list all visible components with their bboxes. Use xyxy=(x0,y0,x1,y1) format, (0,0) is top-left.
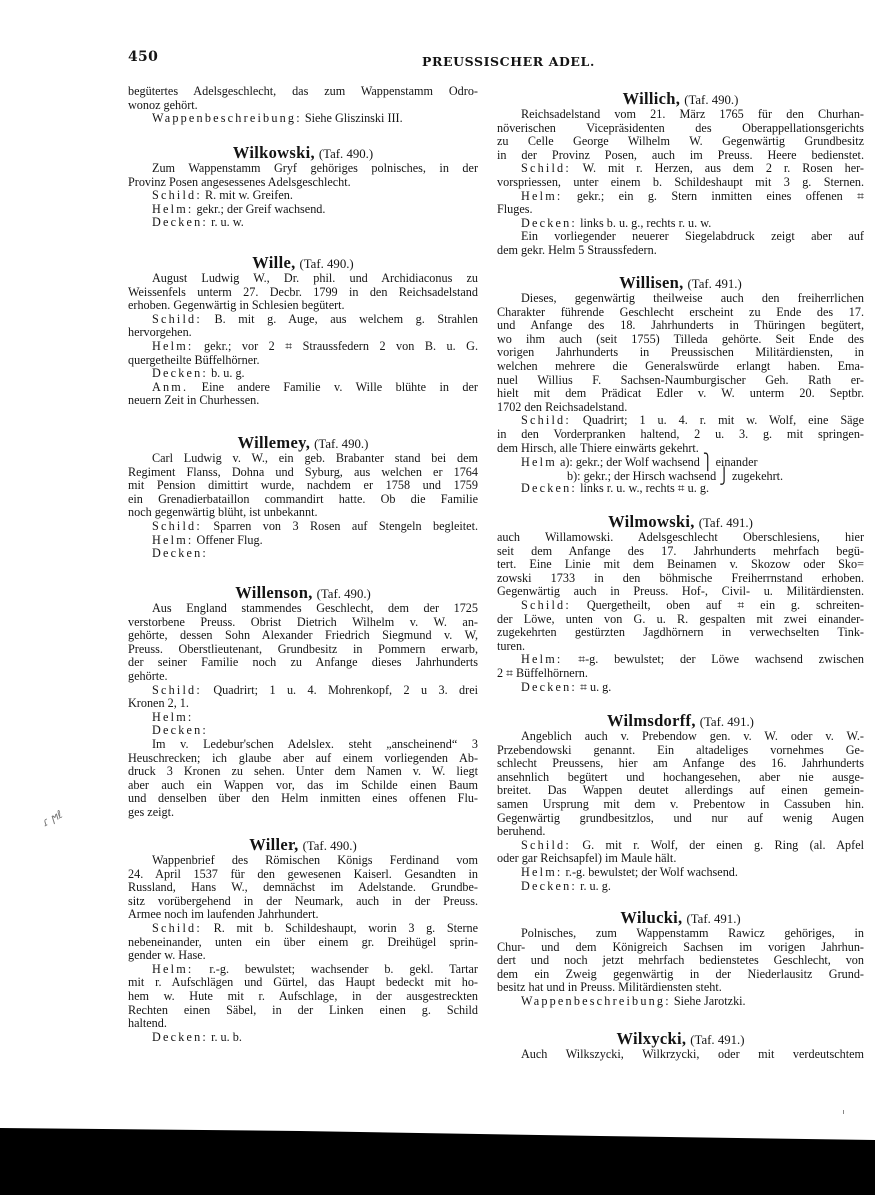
field-value: Siehe Jarotzki. xyxy=(673,993,746,1008)
entry-name: Wilucki, xyxy=(620,908,683,927)
field-value: r. u. w. xyxy=(211,215,244,230)
entry-name: Willisen, xyxy=(619,273,684,292)
text-line: der seiner Familie noch zu Anfange dieses Jahrhunderts xyxy=(128,655,478,670)
text-line: gender w. Hase. xyxy=(128,948,206,963)
field-value: R. mit b. Schildeshaupt, worin 3 g. Sterne xyxy=(213,920,479,935)
text-line: ein Grenadierbataillon commandirt hatte. Ob die Familie xyxy=(128,491,478,506)
taf-reference: (Taf. 491.) xyxy=(690,1033,745,1047)
text-line: in den Vorderpranken haltend, 2 u. 3. g. mit springen- xyxy=(497,426,864,441)
field-value: zugekehrt. xyxy=(732,468,784,483)
scan-border-band xyxy=(0,1143,875,1195)
entry-heading xyxy=(497,712,864,730)
entry-name: Wille, xyxy=(252,253,296,272)
taf-reference: (Taf. 490.) xyxy=(302,839,357,853)
field-label-decken: Decken: xyxy=(152,1029,209,1044)
field-value: ⌗ u. g. xyxy=(580,679,612,694)
text-line: vorigen Jahrhunderts in Preussischen Militärdiensten, in xyxy=(497,345,864,360)
field-label-decken: Decken: xyxy=(152,215,209,230)
entry-willich xyxy=(497,90,864,258)
text-line: erhoben. Gegenwärtig in Schlesien begütert. xyxy=(128,298,345,313)
text-line: Armee noch im laufenden Jahrhundert. xyxy=(128,907,319,922)
text-line: ges zeigt. xyxy=(128,804,175,819)
field-label-decken: Decken: xyxy=(152,366,209,381)
text-line: Gegenwärtig auch in Preuss. Hof-, Civil- u. Militärdiensten. xyxy=(497,584,864,599)
text-line: Chur- und dem Königreich Sachsen im vorigen Jahrhun- xyxy=(497,939,864,954)
entry-heading xyxy=(128,144,478,162)
text-line: vorspriessen, unter einem b. Schildeshaupt mit 3 g. Sternen. xyxy=(497,174,864,189)
field-label-helm: Helm: xyxy=(521,652,563,667)
text-line: Ein vorliegender neuerer Siegelabdruck zeigt aber auf xyxy=(521,229,864,244)
field-value: b): gekr.; der Hirsch wachsend xyxy=(567,468,717,483)
field-label-helm: Helm: xyxy=(152,961,194,976)
entry-willisen xyxy=(497,274,864,496)
running-head: PREUSSISCHER ADEL. xyxy=(422,54,595,69)
field-value: Offener Flug. xyxy=(196,532,263,547)
text-line: Regiment Flanss, Dohna und Syburg, aus welchen er 1764 xyxy=(128,464,478,479)
entry-name: Wilmowski, xyxy=(608,512,695,531)
text-line: und denselben über den Helm inmitten eines offenen Flu- xyxy=(128,791,478,806)
text-line: Reichsadelstand vom 21. März 1765 für den Churhan- xyxy=(521,107,864,121)
field-label-helm: Helm: xyxy=(152,709,194,724)
text-line: wo ihm auch (seit 1755) Tilleda gehörte. Seit Ende des xyxy=(497,331,864,346)
text-line: Gegenwärtig grundbesitzlos, und nur auf wenig Augen xyxy=(497,810,864,825)
field-value: ⌗-g. bewulstet; der Löwe wachsend zwischen xyxy=(578,652,864,667)
field-value: Eine andere Familie v. Wille blühte in der xyxy=(201,379,478,394)
text-line: Angeblich auch v. Prebendow gen. v. W. oder v. W.- xyxy=(521,729,864,743)
field-label-wappen: Wappenbeschreibung: xyxy=(521,993,671,1008)
field-label-schild: Schild: xyxy=(521,413,571,428)
field-label-schild: Schild: xyxy=(521,597,571,612)
field-value: links b. u. g., rechts r. u. w. xyxy=(580,215,712,230)
field-label-schild: Schild: xyxy=(152,920,202,935)
field-label-schild: Schild: xyxy=(521,161,571,176)
entry-name: Wilmsdorff, xyxy=(607,711,696,730)
text-line: 1702 den Reichsadelstand. xyxy=(497,399,628,414)
field-value: gekr.; ein g. Stern inmitten eines offenen ⌗ xyxy=(576,188,864,203)
field-value: G. mit r. Wolf, der einen g. Ring (al. Apfel xyxy=(582,837,864,852)
field-value: r.-g. bewulstet; wachsender b. gekl. Tartar xyxy=(209,961,478,976)
text-line: der Löwe, unten von G. u. R. gespalten mit zwei einander- xyxy=(497,611,864,626)
text-line: Rechten einen Säbel, in der Linken einen g. Schild xyxy=(128,1002,478,1017)
taf-reference: (Taf. 491.) xyxy=(686,912,741,926)
text-line: 24. April 1537 für den gewesenen Kaiserl. Gesandten in xyxy=(128,866,478,881)
entry-wilmsdorff xyxy=(497,712,864,893)
text-line: aber auch ein Wappen vor, das im Schilde einen Baum xyxy=(128,777,478,792)
text-line: zu Celle George Wilhelm W. Gegenwärtig Grundbesitz xyxy=(497,134,864,149)
entry-name: Wilxycki, xyxy=(616,1029,687,1048)
continuation-paragraph xyxy=(128,85,478,126)
text-line: hervorgehen. xyxy=(128,325,192,340)
field-value: Sparren von 3 Rosen auf Stengeln begleitet. xyxy=(213,518,479,533)
text-line: quergetheilte Büffelhörner. xyxy=(128,352,260,367)
field-label-schild: Schild: xyxy=(152,311,202,326)
taf-reference: (Taf. 490.) xyxy=(316,587,371,601)
entry-wilmowski xyxy=(497,513,864,694)
field-value: a): gekr.; der Wolf wachsend xyxy=(559,455,700,470)
field-value: r.-g. bewulstet; der Wolf wachsend. xyxy=(565,864,738,879)
entry-name: Willenson, xyxy=(235,583,313,602)
text-line: seit dem Anfange des 17. Jahrhunderts mehrfach begü- xyxy=(497,543,864,558)
field-label-anm: Anm. xyxy=(152,379,189,394)
field-label-schild: Schild: xyxy=(152,682,202,697)
taf-reference: (Taf. 491.) xyxy=(698,516,753,530)
entry-heading xyxy=(497,909,864,927)
text-line: verstorbene Preuss. Obrist Dietrich Wilhelm v. W. an- xyxy=(128,614,478,629)
text-line: zugekehrten gestürzten Jagdhörnern in verwechselten Tink- xyxy=(497,625,864,640)
text-line: dem Hirsch, alle Thiere einwärts gekehrt. xyxy=(497,440,699,455)
field-value: Quadrirt; 1 u. 4. r. mit w. Wolf, eine Säge xyxy=(582,413,865,428)
text-line: begütertes Adelsgeschlecht, das zum Wappenstamm Odro- xyxy=(128,84,478,98)
text-line: welchen mehrere die Generalswürde erlangt haben. Ema- xyxy=(497,358,864,373)
text-line: gehörte. xyxy=(128,668,168,683)
field-label-helm: Helm: xyxy=(152,338,194,353)
page-number: 450 xyxy=(128,49,159,65)
text-line: Heuschrecken; ich glaube aber auf einem vorliegenden Ab- xyxy=(128,750,478,765)
text-line: turen. xyxy=(497,638,526,653)
entry-heading xyxy=(128,584,478,602)
text-line: Fluges. xyxy=(497,202,533,217)
text-line: Auch Wilkszycki, Wilkrzycki, oder mit verdeutschtem xyxy=(521,1047,864,1061)
entry-name: Willich, xyxy=(622,89,681,108)
text-line: 2 ⌗ Büffelhörnern. xyxy=(497,665,588,680)
entry-willer xyxy=(128,836,478,1044)
text-line: dem gekr. Helm 5 Straussfedern. xyxy=(497,242,657,257)
text-line: Dieses, gegenwärtig theilweise auch den freiherrlichen xyxy=(521,291,864,305)
text-line: noch gegenwärtig blüht, ist unbekannt. xyxy=(128,505,318,520)
text-line: ansehnlich begütert und hochangesehen, aber nie ausge- xyxy=(497,769,864,784)
field-label-decken: Decken: xyxy=(521,878,578,893)
entry-name: Willemey, xyxy=(237,433,311,452)
field-value: r. u. g. xyxy=(580,878,611,893)
field-value: gekr.; vor 2 ⌗ Straussfedern 2 von B. u. G. xyxy=(203,338,479,353)
text-line: in der Provinz Posen, auch im Preuss. Heere bedienstet. xyxy=(497,147,864,162)
text-line: hem w. Hute mit r. Aufschlage, in der ausgestreckten xyxy=(128,988,478,1003)
brace-bottom-icon: ⎭ xyxy=(719,466,729,485)
text-line: tert. Eine Linie mit dem Beinamen v. Skozow oder Sko= xyxy=(497,557,864,572)
text-line: Provinz Posen angesessenes Adelsgeschlecht. xyxy=(128,174,351,189)
field-value: Quergetheilt, oben auf ⌗ ein g. schreiten- xyxy=(586,597,864,612)
taf-reference: (Taf. 490.) xyxy=(318,147,374,161)
text-line: und Anfange des 18. Jahrhunderts in Thüringen begütert, xyxy=(497,318,864,333)
entry-name: Willer, xyxy=(249,835,299,854)
text-line: beruhend. xyxy=(497,824,546,839)
text-line: Russland, Hans W., demnächst im Adelstande. Grundbe- xyxy=(128,880,478,895)
scan-border-edge xyxy=(0,1124,875,1144)
text-line: Aus England stammendes Geschlecht, dem der 1725 xyxy=(152,601,478,615)
text-line: nuel Willius F. Sachsen-Naumburgischer Geh. Rath er- xyxy=(497,372,864,387)
text-line: oder gar Reichsapfel) im Maule hält. xyxy=(497,851,677,866)
field-value: gekr.; der Greif wachsend. xyxy=(196,201,326,216)
text-line: gehörte, dessen Sohn Alexander Friedrich Siegmund v. W, xyxy=(128,628,478,643)
text-line: dem ein Zweig gegenwärtig in der Niederlausitz Grund- xyxy=(497,966,864,981)
text-line: sitz vorübergehend in der Neumark, auch in der Preuss. xyxy=(128,893,478,908)
field-label-decken: Decken: xyxy=(152,723,209,738)
field-label-schild: Schild: xyxy=(521,837,571,852)
entry-heading xyxy=(497,90,864,108)
entry-wilkowski xyxy=(128,144,478,230)
field-value: r. u. b. xyxy=(211,1029,242,1044)
entry-willenson xyxy=(128,584,478,820)
text-line: zowski 1733 in den böhmische Freiherrnstand erhoben. xyxy=(497,570,864,585)
entry-wilxycki xyxy=(497,1030,864,1062)
entry-wilucki xyxy=(497,909,864,1009)
taf-reference: (Taf. 490.) xyxy=(299,257,354,271)
text-line: neuern Zeit in Churhessen. xyxy=(128,393,260,408)
entry-heading xyxy=(497,274,864,292)
field-value: einander xyxy=(715,455,758,470)
text-line: dert und noch jetzt mehrfach bedienstetes Geschlecht, von xyxy=(497,953,864,968)
text-line: haltend. xyxy=(128,1016,167,1031)
field-value: Quadrirt; 1 u. 4. Mohrenkopf, 2 u 3. drei xyxy=(213,682,478,697)
text-line: schlecht Preussens, hier am Anfange des 16. Jahrhunderts xyxy=(497,756,864,771)
field-label-helm: Helm: xyxy=(521,864,563,879)
field-value: R. mit w. Greifen. xyxy=(204,188,293,203)
field-label-decken: Decken: xyxy=(152,546,209,561)
entry-name: Wilkowski, xyxy=(232,143,315,162)
field-label-helm: Helm: xyxy=(152,201,194,216)
field-label-helm: Helm xyxy=(521,455,557,470)
text-line: Wappenbrief des Römischen Königs Ferdinand vom xyxy=(152,853,478,867)
text-line: Carl Ludwig v. W., ein geb. Brabanter stand bei dem xyxy=(152,451,478,465)
entry-heading xyxy=(497,513,864,531)
field-label-schild: Schild: xyxy=(152,188,202,203)
handwritten-marginalia: ɾ ϻℓ xyxy=(40,807,65,830)
brace-top-icon: ⎫ xyxy=(702,452,713,471)
field-label-helm: Helm: xyxy=(521,188,563,203)
field-value: W. mit r. Herzen, aus dem 2 r. Rosen her- xyxy=(582,161,864,176)
field-value: Siehe Gliszinski III. xyxy=(304,111,403,126)
field-value: B. mit g. Auge, aus welchem g. Strahlen xyxy=(214,311,478,326)
field-label-decken: Decken: xyxy=(521,481,578,496)
text-line: Preuss. Oberstlieutenant, Grundbesitz in Pommern erwarb, xyxy=(128,641,478,656)
field-label-schild: Schild: xyxy=(152,518,202,533)
field-label-decken: Decken: xyxy=(521,215,578,230)
entry-willemey xyxy=(128,434,478,561)
text-line: druck 3 Kronen zu sehen. Unter dem Namen v. W. liegt xyxy=(128,764,478,779)
field-value: links r. u. w., rechts ⌗ u. g. xyxy=(580,481,710,496)
text-line: August Ludwig W., Dr. phil. und Archidiaconus zu xyxy=(152,271,478,285)
field-label-decken: Decken: xyxy=(521,679,578,694)
taf-reference: (Taf. 491.) xyxy=(687,277,742,291)
taf-reference: (Taf. 490.) xyxy=(684,93,739,107)
text-line: növerischen Vicepräsidenten des Oberappellationsgerichts xyxy=(497,120,864,135)
text-line: Kronen 2, 1. xyxy=(128,696,189,711)
text-line: Charakter führende Geschlecht erscheint zu Ende des 17. xyxy=(497,304,864,319)
text-line: breitet. Das Wappen deutet allerdings auf einen gemein- xyxy=(497,783,864,798)
text-line: mit Pension dimittirt wurde, nachdem er 1758 und 1759 xyxy=(128,478,478,493)
text-line: besitz hat und in Preuss. Militärdiensten steht. xyxy=(497,980,722,995)
text-line: Im v. Ledebur'schen Adelslex. steht „anscheinend“ 3 xyxy=(152,736,478,751)
field-label-helm: Helm: xyxy=(152,532,194,547)
taf-reference: (Taf. 491.) xyxy=(699,715,754,729)
text-line: auch Willamowski. Adelsgeschlecht Oberschlesiens, hier xyxy=(497,530,864,544)
field-label-wappen: Wappenbeschreibung: xyxy=(152,111,302,126)
text-line: samen Ursprung mit dem v. Prebentow in Cassuben hin. xyxy=(497,796,864,811)
field-value: b. u. g. xyxy=(211,366,245,381)
entry-wille xyxy=(128,254,478,408)
text-line: mit r. Aufschlägen und Gürtel, das Haupt bedeckt mit ho- xyxy=(128,975,478,990)
text-line: Polnisches, zum Wappenstamm Rawicz gehöriges, in xyxy=(521,926,864,940)
text-line: wonoz gehört. xyxy=(128,97,198,112)
entry-heading xyxy=(128,254,478,272)
scan-speck xyxy=(843,1110,844,1114)
entry-heading xyxy=(128,434,478,452)
text-line: Weissenfels unterm 27. Decbr. 1799 in den Reichsadelstand xyxy=(128,284,478,299)
entry-heading xyxy=(497,1030,864,1048)
text-line: Zum Wappenstamm Gryf gehöriges polnisches, in der xyxy=(152,161,478,175)
text-line: hielt mit dem Prädicat Edler v. W. unterm 20. Septbr. xyxy=(497,386,864,401)
text-line: Przebendowski genannt. Ein altadeliges vornehmes Ge- xyxy=(497,742,864,757)
entry-heading xyxy=(128,836,478,854)
taf-reference: (Taf. 490.) xyxy=(314,437,369,451)
text-line: nebeneinander, unten ein über einem gr. Dreihügel sprin- xyxy=(128,934,478,949)
